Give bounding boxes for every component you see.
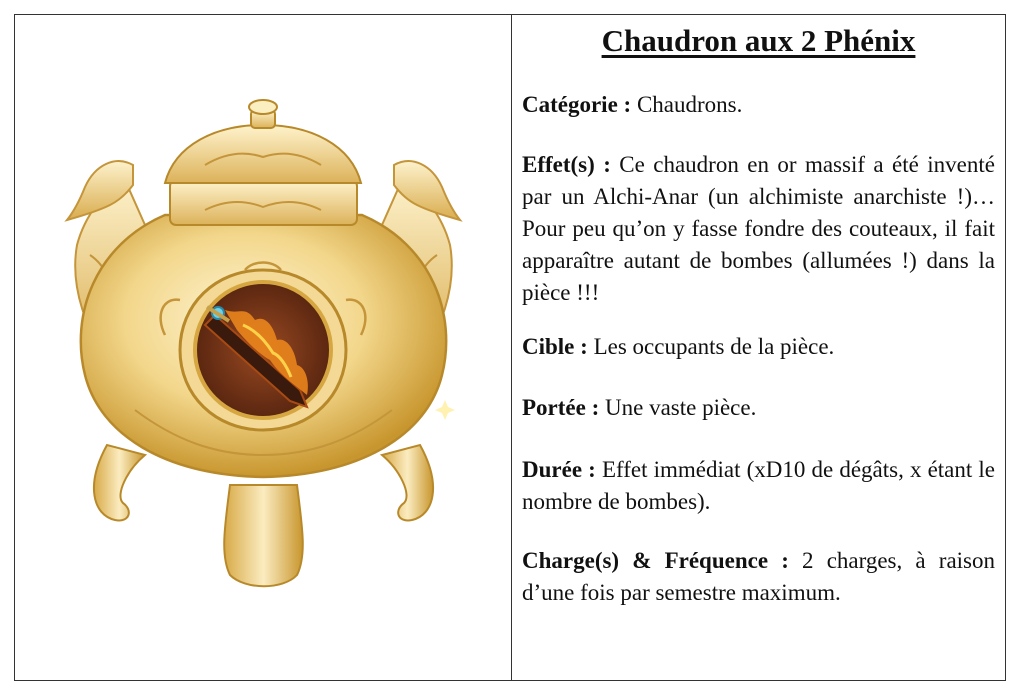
field-categorie-label: Catégorie :: [522, 92, 632, 117]
field-duree-label: Durée :: [522, 457, 596, 482]
sparkle-icon: [435, 400, 455, 420]
field-portee: [522, 392, 995, 424]
field-duree: [522, 454, 995, 518]
field-categorie-value: Chaudrons.: [636, 92, 743, 117]
field-charges: [522, 545, 995, 609]
description-cell: [512, 15, 1005, 680]
cauldron-lid: [165, 100, 361, 183]
field-categorie: [522, 89, 995, 121]
field-effets: [522, 149, 995, 309]
field-duree-value: Effet immédiat (xD10 de dégâts, x étant le nombre de bombes).: [522, 457, 996, 514]
field-portee-value: Une vaste pièce.: [605, 395, 757, 420]
illustration-cell: [15, 15, 512, 680]
field-cible-value: Les occupants de la pièce.: [593, 334, 835, 359]
field-cible: [522, 331, 995, 363]
field-effets-value: Ce chaudron en or massif a été inventé par un Alchi-Anar (un alchimiste anarchiste !)… Pour peu qu’on y fasse fondre des couteaux, il fait apparaître autant de bombes (allumées !) dans la pièce !!!: [522, 152, 995, 305]
field-effets-label: Effet(s) :: [522, 152, 611, 177]
item-title: Chaudron aux 2 Phénix: [601, 23, 916, 58]
field-portee-label: Portée :: [522, 395, 600, 420]
field-charges-value: 2 charges, à raison d’une fois par semestre maximum.: [522, 548, 996, 605]
item-card: [14, 14, 1006, 681]
cauldron-illustration: [15, 15, 512, 682]
field-cible-label: Cible :: [522, 334, 588, 359]
field-charges-label: Charge(s) & Fréquence :: [522, 548, 789, 573]
